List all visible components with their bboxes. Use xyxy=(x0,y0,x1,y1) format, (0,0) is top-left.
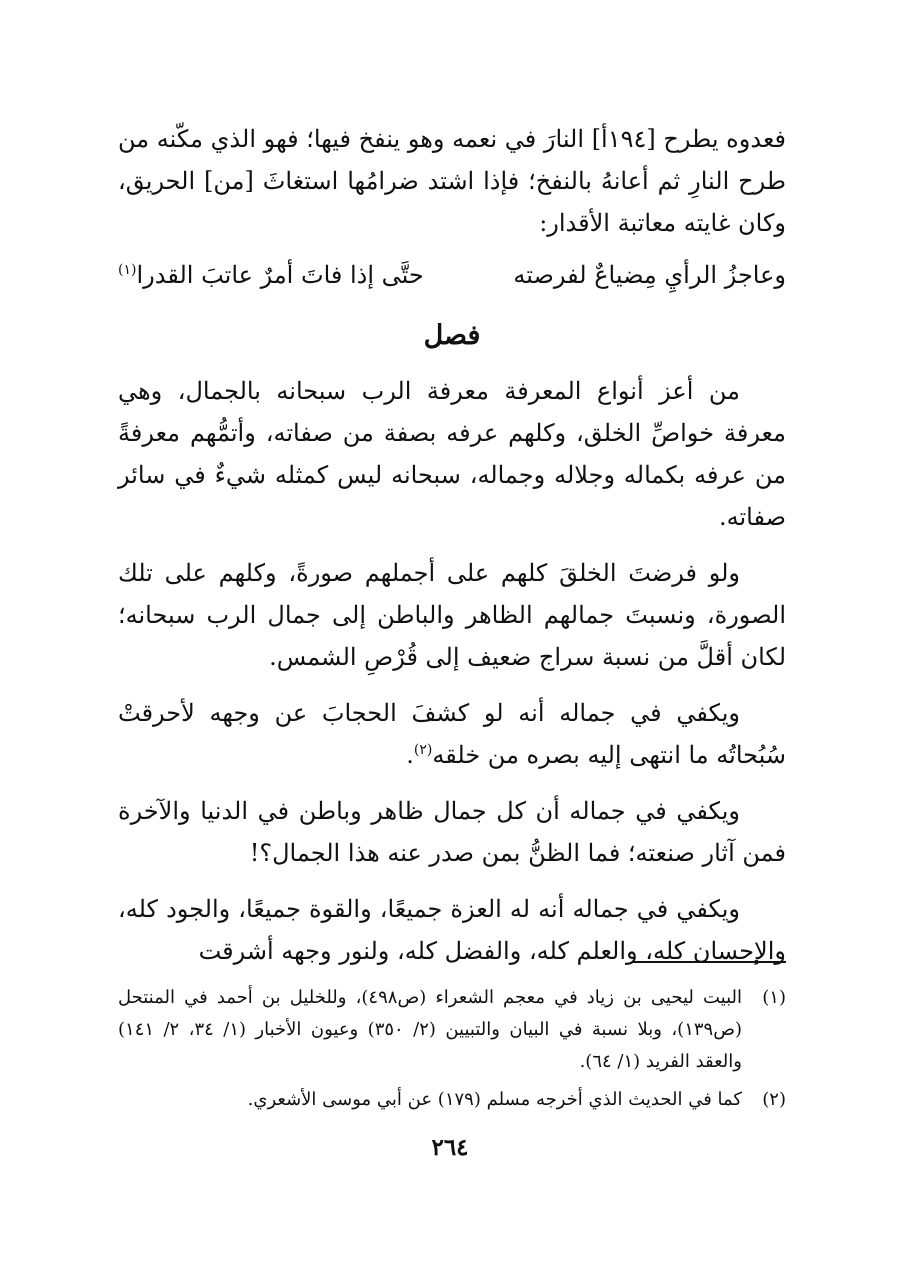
footnote-number: (٢) xyxy=(762,1089,786,1110)
verse-first-hemistich: وعاجزُ الرأيِ مِضياعٌ لفرصته xyxy=(513,261,786,289)
paragraph-3: ولو فرضتَ الخلقَ كلهم على أجملهم صورةً، وكلهم على تلك الصورة، ونسبتَ جمالهم الظاهر والباطن إلى جمال الرب سبحانه؛ لكان أقلَّ من نسبة سراج ضعيف إلى قُرْصِ الشمس. xyxy=(118,559,786,671)
footnotes xyxy=(118,982,786,1116)
main-text xyxy=(118,118,786,972)
verse-second-text: حتَّى إذا فاتَ أمرٌ عاتبَ القدرا xyxy=(136,261,424,289)
verse-second-hemistich xyxy=(118,254,424,296)
section-heading: فصل xyxy=(423,320,481,351)
paragraph-5: ويكفي في جماله أن كل جمال ظاهر وباطن في الدنيا والآخرة فمن آثار صنعته؛ فما الظنُّ بمن صدر عنه هذا الجمال؟! xyxy=(118,797,786,867)
paragraph-4 xyxy=(118,692,786,776)
paragraph-1: فعدوه يطرح [١٩٤أ] النارَ في نعمه وهو ينفخ فيها؛ فهو الذي مكّنه من طرح النارِ ثم أعانهُ بالنفخ؛ فإذا اشتد ضرامُها استغاثَ [من] الحريق، وكان غايته معاتبة الأقدار: xyxy=(118,125,786,237)
footnote-2 xyxy=(118,1084,786,1116)
footnote-ref-1[interactable]: (١) xyxy=(118,262,137,278)
page-number: ٢٦٤ xyxy=(431,1134,469,1161)
paragraph-2: من أعز أنواع المعرفة معرفة الرب سبحانه بالجمال، وهي معرفة خواصِّ الخلق، وكلهم عرفه بصفة من صفاته، وأتمُّهم معرفةً من عرفه بكماله وجلاله وجماله، سبحانه ليس كمثله شيءٌ في سائر صفاته. xyxy=(118,377,786,531)
paragraph-4-end: . xyxy=(406,741,414,769)
footnote-text: البيت ليحيى بن زياد في معجم الشعراء (ص٤٩٨)، وللخليل بن أحمد في المنتحل (ص١٣٩)، وبلا نسبة في البيان والتبيين (٢/ ٣٥٠) وعيون الأخبار (١/ ٣٤، ٢/ ١٤١) والعقد الفريد (١/ ٦٤). xyxy=(118,987,742,1072)
paragraph-6: ويكفي في جماله أنه له العزة جميعًا، والقوة جميعًا، والجود كله، والإحسان كله، والعلم كله، والفضل كله، ولنور وجهه أشرقت xyxy=(118,895,786,965)
footnote-text: كما في الحديث الذي أخرجه مسلم (١٧٩) عن أبي موسى الأشعري. xyxy=(247,1089,742,1110)
paragraph-4-text: ويكفي في جماله أنه لو كشفَ الحجابَ عن وجهه لأحرقتْ سُبُحاتُه ما انتهى إليه بصره من خلقه xyxy=(118,699,786,769)
footnote-ref-2[interactable]: (٢) xyxy=(413,742,433,758)
poetry-verse xyxy=(118,254,786,296)
footnote-1 xyxy=(118,982,786,1078)
footnote-number: (١) xyxy=(762,987,786,1008)
footnote-separator xyxy=(632,961,786,963)
